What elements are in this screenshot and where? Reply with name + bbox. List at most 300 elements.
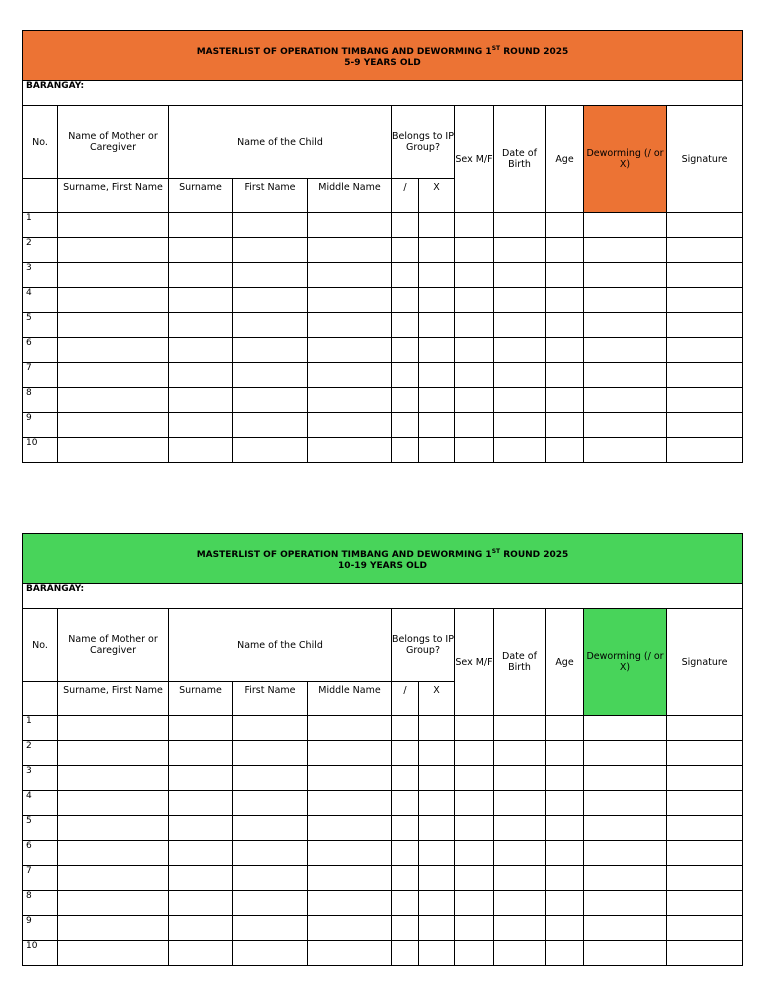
entry-cell[interactable] bbox=[419, 213, 455, 238]
entry-cell[interactable] bbox=[419, 313, 455, 338]
entry-cell[interactable] bbox=[546, 816, 584, 841]
header-deworming: Deworming (/ or X) bbox=[584, 609, 667, 716]
entry-cell[interactable] bbox=[169, 313, 233, 338]
entry-cell[interactable] bbox=[233, 263, 308, 288]
entry-cell[interactable] bbox=[58, 238, 169, 263]
table-row bbox=[23, 213, 743, 238]
entry-cell[interactable] bbox=[667, 816, 743, 841]
entry-cell[interactable] bbox=[169, 916, 233, 941]
table-row bbox=[23, 388, 743, 413]
entry-cell[interactable] bbox=[546, 791, 584, 816]
entry-cell[interactable] bbox=[392, 916, 419, 941]
entry-cell[interactable] bbox=[494, 338, 546, 363]
entry-cell[interactable] bbox=[584, 741, 667, 766]
entry-cell[interactable] bbox=[58, 413, 169, 438]
entry-cell[interactable] bbox=[494, 841, 546, 866]
entry-cell[interactable] bbox=[546, 438, 584, 463]
entry-cell[interactable] bbox=[667, 791, 743, 816]
entry-cell[interactable] bbox=[546, 213, 584, 238]
entry-cell[interactable] bbox=[584, 841, 667, 866]
entry-cell[interactable] bbox=[169, 766, 233, 791]
entry-cell[interactable] bbox=[667, 438, 743, 463]
header-age: Age bbox=[546, 609, 584, 716]
entry-cell[interactable] bbox=[169, 238, 233, 263]
entry-cell[interactable] bbox=[667, 891, 743, 916]
row-number: 8 bbox=[23, 388, 58, 413]
entry-cell[interactable] bbox=[233, 438, 308, 463]
entry-cell[interactable] bbox=[58, 891, 169, 916]
entry-cell[interactable] bbox=[419, 338, 455, 363]
entry-cell[interactable] bbox=[546, 263, 584, 288]
entry-cell[interactable] bbox=[494, 363, 546, 388]
table-row bbox=[23, 313, 743, 338]
table-row bbox=[23, 716, 743, 741]
entry-cell[interactable] bbox=[233, 941, 308, 966]
barangay-label: BARANGAY: bbox=[26, 584, 85, 594]
entry-cell[interactable] bbox=[233, 916, 308, 941]
header-child: Name of the Child bbox=[169, 609, 392, 682]
entry-cell[interactable] bbox=[308, 238, 392, 263]
entry-cell[interactable] bbox=[58, 716, 169, 741]
table-row bbox=[23, 891, 743, 916]
barangay-label: BARANGAY: bbox=[26, 81, 85, 91]
entry-cell[interactable] bbox=[392, 288, 419, 313]
entry-cell[interactable] bbox=[58, 363, 169, 388]
entry-cell[interactable] bbox=[455, 263, 494, 288]
entry-cell[interactable] bbox=[58, 866, 169, 891]
entry-cell[interactable] bbox=[308, 816, 392, 841]
entry-cell[interactable] bbox=[58, 263, 169, 288]
entry-cell[interactable] bbox=[308, 791, 392, 816]
row-number: 7 bbox=[23, 363, 58, 388]
entry-cell[interactable] bbox=[584, 263, 667, 288]
subheader-surname: Surname bbox=[169, 682, 233, 716]
entry-cell[interactable] bbox=[667, 338, 743, 363]
entry-cell[interactable] bbox=[233, 388, 308, 413]
header-signature: Signature bbox=[667, 609, 743, 716]
entry-cell[interactable] bbox=[308, 741, 392, 766]
entry-cell[interactable] bbox=[546, 363, 584, 388]
header-age: Age bbox=[546, 106, 584, 213]
entry-cell[interactable] bbox=[169, 741, 233, 766]
entry-cell[interactable] bbox=[584, 363, 667, 388]
header-sex: Sex M/F bbox=[455, 609, 494, 716]
entry-cell[interactable] bbox=[419, 288, 455, 313]
entry-cell[interactable] bbox=[58, 313, 169, 338]
entry-cell[interactable] bbox=[455, 766, 494, 791]
entry-cell[interactable] bbox=[233, 363, 308, 388]
entry-cell[interactable] bbox=[546, 388, 584, 413]
entry-cell[interactable] bbox=[308, 866, 392, 891]
entry-cell[interactable] bbox=[419, 363, 455, 388]
entry-cell[interactable] bbox=[169, 941, 233, 966]
entry-cell[interactable] bbox=[419, 438, 455, 463]
entry-cell[interactable] bbox=[455, 413, 494, 438]
entry-cell[interactable] bbox=[308, 841, 392, 866]
entry-cell[interactable] bbox=[667, 741, 743, 766]
entry-cell[interactable] bbox=[455, 438, 494, 463]
entry-cell[interactable] bbox=[169, 791, 233, 816]
entry-cell[interactable] bbox=[667, 238, 743, 263]
header-no: No. bbox=[23, 106, 58, 179]
entry-cell[interactable] bbox=[308, 363, 392, 388]
entry-cell[interactable] bbox=[392, 263, 419, 288]
entry-cell[interactable] bbox=[419, 916, 455, 941]
entry-cell[interactable] bbox=[667, 288, 743, 313]
entry-cell[interactable] bbox=[584, 338, 667, 363]
table-row bbox=[23, 941, 743, 966]
entry-cell[interactable] bbox=[455, 866, 494, 891]
subheader-first-name: First Name bbox=[233, 179, 308, 213]
entry-cell[interactable] bbox=[667, 363, 743, 388]
table-row bbox=[23, 866, 743, 891]
entry-cell[interactable] bbox=[494, 438, 546, 463]
entry-cell[interactable] bbox=[546, 766, 584, 791]
entry-cell[interactable] bbox=[169, 363, 233, 388]
subheader-middle-name: Middle Name bbox=[308, 179, 392, 213]
entry-cell[interactable] bbox=[308, 916, 392, 941]
entry-cell[interactable] bbox=[455, 791, 494, 816]
entry-cell[interactable] bbox=[169, 213, 233, 238]
entry-cell[interactable] bbox=[169, 263, 233, 288]
entry-cell[interactable] bbox=[308, 891, 392, 916]
entry-cell[interactable] bbox=[546, 841, 584, 866]
entry-cell[interactable] bbox=[455, 916, 494, 941]
entry-cell[interactable] bbox=[419, 941, 455, 966]
entry-cell[interactable] bbox=[392, 438, 419, 463]
entry-cell[interactable] bbox=[546, 716, 584, 741]
title-line1-pre: MASTERLIST OF OPERATION TIMBANG AND DEWORMING 1 bbox=[196, 549, 492, 560]
entry-cell[interactable] bbox=[308, 313, 392, 338]
entry-cell[interactable] bbox=[667, 413, 743, 438]
header-signature: Signature bbox=[667, 106, 743, 213]
entry-cell[interactable] bbox=[667, 841, 743, 866]
entry-cell[interactable] bbox=[308, 213, 392, 238]
header-ip-group: Belongs to IP Group? bbox=[392, 106, 455, 179]
entry-cell[interactable] bbox=[494, 313, 546, 338]
subheader-ip-yes: / bbox=[392, 682, 419, 716]
entry-cell[interactable] bbox=[308, 716, 392, 741]
entry-cell[interactable] bbox=[455, 288, 494, 313]
header-ip-group: Belongs to IP Group? bbox=[392, 609, 455, 682]
entry-cell[interactable] bbox=[455, 941, 494, 966]
entry-cell[interactable] bbox=[233, 841, 308, 866]
entry-cell[interactable] bbox=[419, 263, 455, 288]
entry-cell[interactable] bbox=[667, 916, 743, 941]
entry-cell[interactable] bbox=[584, 438, 667, 463]
entry-cell[interactable] bbox=[308, 388, 392, 413]
entry-cell[interactable] bbox=[58, 438, 169, 463]
entry-cell[interactable] bbox=[233, 791, 308, 816]
subheader-ip-yes: / bbox=[392, 179, 419, 213]
entry-cell[interactable] bbox=[419, 816, 455, 841]
entry-cell[interactable] bbox=[546, 941, 584, 966]
row-number: 7 bbox=[23, 866, 58, 891]
row-number: 1 bbox=[23, 213, 58, 238]
entry-cell[interactable] bbox=[308, 941, 392, 966]
entry-cell[interactable] bbox=[419, 841, 455, 866]
entry-cell[interactable] bbox=[58, 766, 169, 791]
entry-cell[interactable] bbox=[667, 263, 743, 288]
entry-cell[interactable] bbox=[392, 891, 419, 916]
entry-cell[interactable] bbox=[392, 866, 419, 891]
entry-cell[interactable] bbox=[494, 741, 546, 766]
entry-cell[interactable] bbox=[169, 438, 233, 463]
row-number: 10 bbox=[23, 941, 58, 966]
entry-cell[interactable] bbox=[233, 413, 308, 438]
table-row bbox=[23, 338, 743, 363]
table-row bbox=[23, 263, 743, 288]
entry-cell[interactable] bbox=[546, 313, 584, 338]
row-number: 10 bbox=[23, 438, 58, 463]
entry-cell[interactable] bbox=[455, 363, 494, 388]
entry-cell[interactable] bbox=[584, 413, 667, 438]
entry-cell[interactable] bbox=[419, 741, 455, 766]
subheader-ip-no: X bbox=[419, 179, 455, 213]
sheet-title bbox=[23, 31, 743, 81]
entry-cell[interactable] bbox=[58, 338, 169, 363]
entry-cell[interactable] bbox=[455, 741, 494, 766]
entry-cell[interactable] bbox=[455, 238, 494, 263]
entry-cell[interactable] bbox=[667, 866, 743, 891]
entry-cell[interactable] bbox=[58, 288, 169, 313]
entry-cell[interactable] bbox=[419, 891, 455, 916]
table-row bbox=[23, 916, 743, 941]
entry-cell[interactable] bbox=[584, 941, 667, 966]
table-row bbox=[23, 238, 743, 263]
entry-cell[interactable] bbox=[419, 766, 455, 791]
subheader-middle-name: Middle Name bbox=[308, 682, 392, 716]
subheader-blank bbox=[23, 179, 58, 213]
entry-cell[interactable] bbox=[392, 841, 419, 866]
entry-cell[interactable] bbox=[392, 741, 419, 766]
entry-cell[interactable] bbox=[308, 438, 392, 463]
entry-cell[interactable] bbox=[58, 213, 169, 238]
entry-cell[interactable] bbox=[584, 388, 667, 413]
entry-cell[interactable] bbox=[494, 866, 546, 891]
entry-cell[interactable] bbox=[308, 338, 392, 363]
entry-cell[interactable] bbox=[546, 413, 584, 438]
entry-cell[interactable] bbox=[169, 816, 233, 841]
entry-cell[interactable] bbox=[667, 388, 743, 413]
entry-cell[interactable] bbox=[58, 941, 169, 966]
entry-cell[interactable] bbox=[584, 716, 667, 741]
header-no: No. bbox=[23, 609, 58, 682]
row-number: 2 bbox=[23, 741, 58, 766]
entry-cell[interactable] bbox=[455, 716, 494, 741]
subheader-first-name: First Name bbox=[233, 682, 308, 716]
header-child: Name of the Child bbox=[169, 106, 392, 179]
masterlist-table bbox=[22, 533, 743, 966]
entry-cell[interactable] bbox=[546, 891, 584, 916]
entry-cell[interactable] bbox=[233, 716, 308, 741]
entry-cell[interactable] bbox=[546, 916, 584, 941]
entry-cell[interactable] bbox=[169, 891, 233, 916]
entry-cell[interactable] bbox=[308, 766, 392, 791]
entry-cell[interactable] bbox=[494, 816, 546, 841]
entry-cell[interactable] bbox=[169, 716, 233, 741]
entry-cell[interactable] bbox=[169, 388, 233, 413]
entry-cell[interactable] bbox=[392, 363, 419, 388]
entry-cell[interactable] bbox=[233, 816, 308, 841]
table-body bbox=[23, 213, 743, 463]
entry-cell[interactable] bbox=[308, 288, 392, 313]
entry-cell[interactable] bbox=[233, 741, 308, 766]
entry-cell[interactable] bbox=[455, 388, 494, 413]
entry-cell[interactable] bbox=[169, 841, 233, 866]
subheader-ip-no: X bbox=[419, 682, 455, 716]
entry-cell[interactable] bbox=[58, 916, 169, 941]
subheader-blank bbox=[23, 682, 58, 716]
entry-cell[interactable] bbox=[584, 313, 667, 338]
entry-cell[interactable] bbox=[584, 891, 667, 916]
entry-cell[interactable] bbox=[494, 388, 546, 413]
entry-cell[interactable] bbox=[455, 841, 494, 866]
header-deworming: Deworming (/ or X) bbox=[584, 106, 667, 213]
entry-cell[interactable] bbox=[584, 288, 667, 313]
masterlist-table bbox=[22, 30, 743, 463]
entry-cell[interactable] bbox=[169, 413, 233, 438]
entry-cell[interactable] bbox=[169, 288, 233, 313]
entry-cell[interactable] bbox=[494, 263, 546, 288]
entry-cell[interactable] bbox=[392, 816, 419, 841]
entry-cell[interactable] bbox=[455, 313, 494, 338]
entry-cell[interactable] bbox=[419, 866, 455, 891]
entry-cell[interactable] bbox=[392, 238, 419, 263]
entry-cell[interactable] bbox=[233, 338, 308, 363]
entry-cell[interactable] bbox=[494, 941, 546, 966]
header-mother: Name of Mother or Caregiver bbox=[58, 609, 169, 682]
entry-cell[interactable] bbox=[233, 213, 308, 238]
entry-cell[interactable] bbox=[455, 891, 494, 916]
entry-cell[interactable] bbox=[58, 791, 169, 816]
title-line1-pre: MASTERLIST OF OPERATION TIMBANG AND DEWORMING 1 bbox=[196, 46, 492, 57]
barangay-field[interactable] bbox=[23, 81, 743, 106]
table-row bbox=[23, 438, 743, 463]
table-row bbox=[23, 841, 743, 866]
table-body bbox=[23, 716, 743, 966]
header-mother: Name of Mother or Caregiver bbox=[58, 106, 169, 179]
subheader-surname: Surname bbox=[169, 179, 233, 213]
entry-cell[interactable] bbox=[392, 338, 419, 363]
entry-cell[interactable] bbox=[308, 263, 392, 288]
entry-cell[interactable] bbox=[392, 791, 419, 816]
barangay-field[interactable] bbox=[23, 584, 743, 609]
entry-cell[interactable] bbox=[58, 841, 169, 866]
entry-cell[interactable] bbox=[233, 766, 308, 791]
entry-cell[interactable] bbox=[667, 716, 743, 741]
title-superscript: ST bbox=[491, 44, 501, 52]
row-number: 5 bbox=[23, 816, 58, 841]
entry-cell[interactable] bbox=[546, 741, 584, 766]
entry-cell[interactable] bbox=[494, 413, 546, 438]
row-number: 3 bbox=[23, 766, 58, 791]
table-row bbox=[23, 413, 743, 438]
entry-cell[interactable] bbox=[419, 413, 455, 438]
entry-cell[interactable] bbox=[584, 213, 667, 238]
entry-cell[interactable] bbox=[392, 413, 419, 438]
entry-cell[interactable] bbox=[169, 338, 233, 363]
entry-cell[interactable] bbox=[58, 388, 169, 413]
row-number: 1 bbox=[23, 716, 58, 741]
entry-cell[interactable] bbox=[494, 891, 546, 916]
entry-cell[interactable] bbox=[494, 213, 546, 238]
entry-cell[interactable] bbox=[233, 238, 308, 263]
header-sex: Sex M/F bbox=[455, 106, 494, 213]
subheader-mother-name: Surname, First Name bbox=[58, 682, 169, 716]
entry-cell[interactable] bbox=[584, 766, 667, 791]
title-line1-post: ROUND 2025 bbox=[500, 46, 569, 57]
entry-cell[interactable] bbox=[584, 866, 667, 891]
entry-cell[interactable] bbox=[546, 238, 584, 263]
entry-cell[interactable] bbox=[546, 338, 584, 363]
entry-cell[interactable] bbox=[546, 866, 584, 891]
entry-cell[interactable] bbox=[494, 288, 546, 313]
row-number: 9 bbox=[23, 413, 58, 438]
entry-cell[interactable] bbox=[419, 238, 455, 263]
entry-cell[interactable] bbox=[419, 791, 455, 816]
table-row bbox=[23, 816, 743, 841]
entry-cell[interactable] bbox=[494, 238, 546, 263]
entry-cell[interactable] bbox=[392, 716, 419, 741]
entry-cell[interactable] bbox=[667, 213, 743, 238]
entry-cell[interactable] bbox=[584, 238, 667, 263]
age-group-subtitle: 5-9 YEARS OLD bbox=[344, 57, 421, 68]
entry-cell[interactable] bbox=[58, 741, 169, 766]
entry-cell[interactable] bbox=[584, 816, 667, 841]
entry-cell[interactable] bbox=[584, 791, 667, 816]
title-superscript: ST bbox=[491, 547, 501, 555]
entry-cell[interactable] bbox=[494, 791, 546, 816]
entry-cell[interactable] bbox=[392, 766, 419, 791]
entry-cell[interactable] bbox=[667, 766, 743, 791]
row-number: 6 bbox=[23, 338, 58, 363]
table-row bbox=[23, 791, 743, 816]
entry-cell[interactable] bbox=[546, 288, 584, 313]
entry-cell[interactable] bbox=[494, 766, 546, 791]
entry-cell[interactable] bbox=[308, 413, 392, 438]
row-number: 5 bbox=[23, 313, 58, 338]
row-number: 4 bbox=[23, 791, 58, 816]
masterlist-sheet-5-9 bbox=[22, 30, 742, 463]
entry-cell[interactable] bbox=[169, 866, 233, 891]
entry-cell[interactable] bbox=[233, 313, 308, 338]
entry-cell[interactable] bbox=[392, 388, 419, 413]
entry-cell[interactable] bbox=[455, 213, 494, 238]
entry-cell[interactable] bbox=[455, 816, 494, 841]
title-line1-post: ROUND 2025 bbox=[500, 549, 569, 560]
subheader-mother-name: Surname, First Name bbox=[58, 179, 169, 213]
entry-cell[interactable] bbox=[419, 388, 455, 413]
entry-cell[interactable] bbox=[494, 716, 546, 741]
entry-cell[interactable] bbox=[392, 213, 419, 238]
entry-cell[interactable] bbox=[392, 313, 419, 338]
row-number: 3 bbox=[23, 263, 58, 288]
entry-cell[interactable] bbox=[233, 891, 308, 916]
entry-cell[interactable] bbox=[233, 288, 308, 313]
entry-cell[interactable] bbox=[58, 816, 169, 841]
row-number: 6 bbox=[23, 841, 58, 866]
entry-cell[interactable] bbox=[494, 916, 546, 941]
entry-cell[interactable] bbox=[667, 313, 743, 338]
entry-cell[interactable] bbox=[419, 716, 455, 741]
table-row bbox=[23, 363, 743, 388]
entry-cell[interactable] bbox=[667, 941, 743, 966]
entry-cell[interactable] bbox=[392, 941, 419, 966]
entry-cell[interactable] bbox=[584, 916, 667, 941]
entry-cell[interactable] bbox=[233, 866, 308, 891]
entry-cell[interactable] bbox=[455, 338, 494, 363]
